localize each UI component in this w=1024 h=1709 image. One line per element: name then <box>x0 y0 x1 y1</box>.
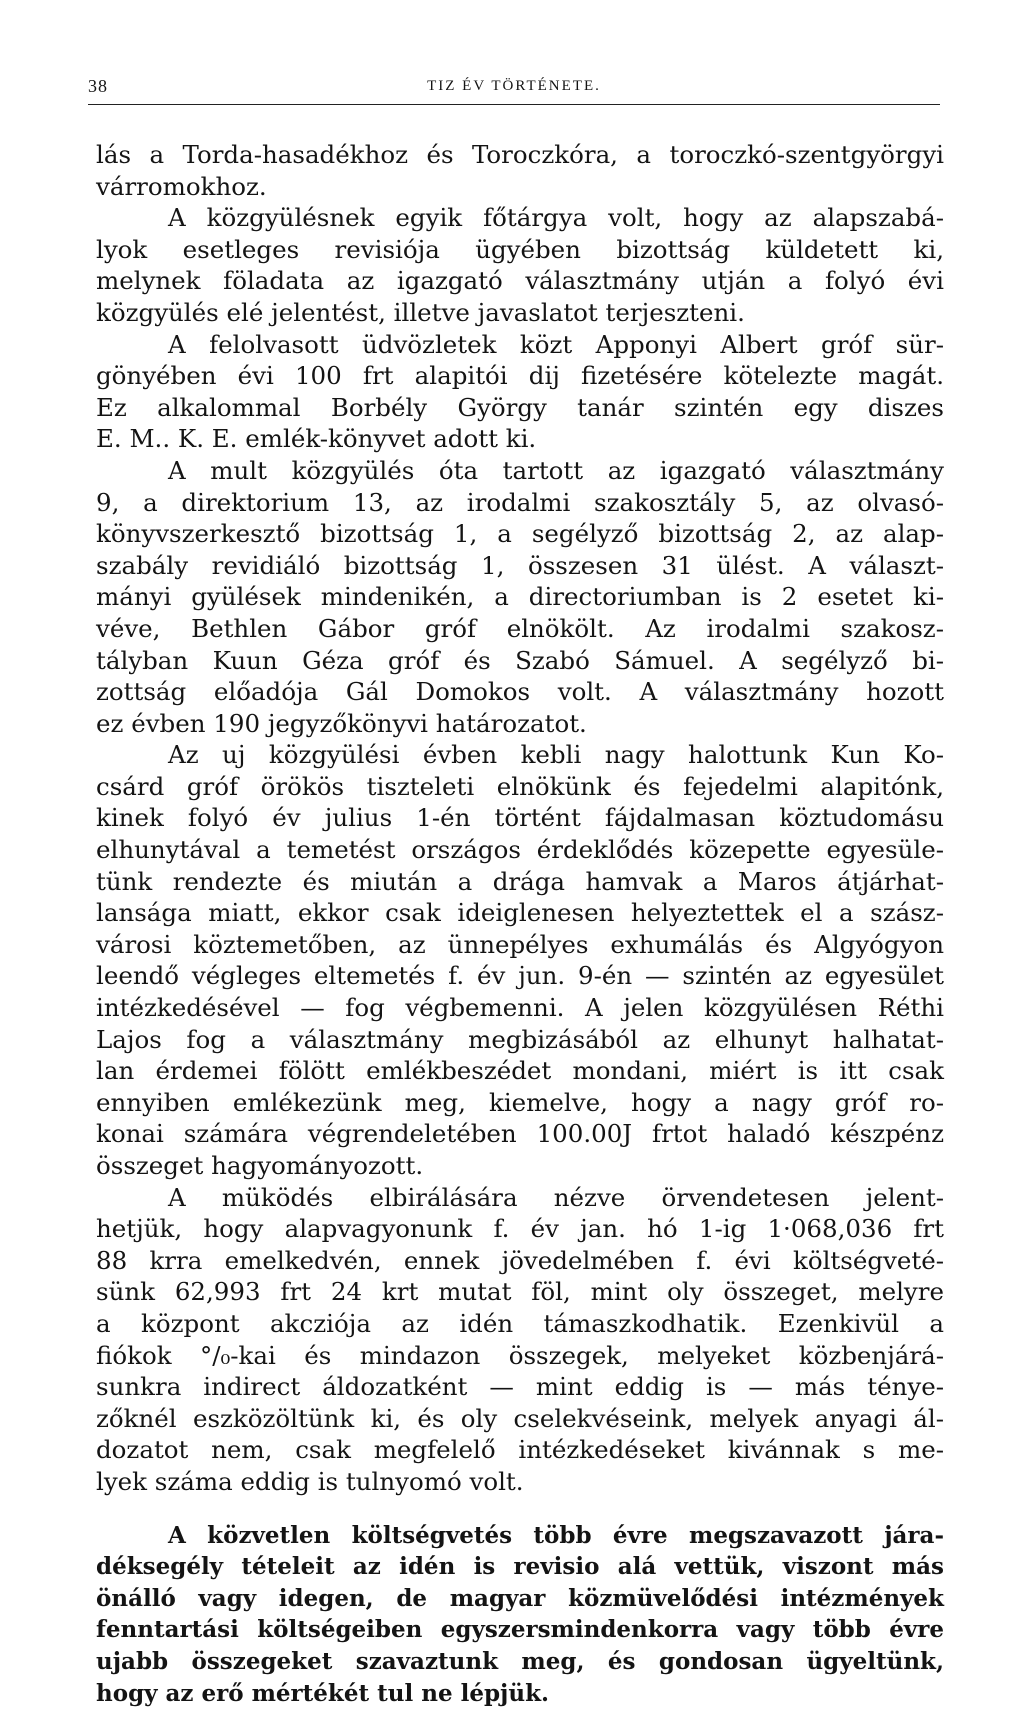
paragraph <box>96 139 944 202</box>
text-line: Lajos fog a választmány megbizásából az elhunyt halhatat- <box>96 1024 944 1056</box>
text-line: 88 krra emelkedvén, ennek jövedelmében f. évi költségveté- <box>96 1245 944 1277</box>
text-line: sünk 62,993 frt 24 krt mutat föl, mint oly összeget, melyre <box>96 1276 944 1308</box>
paragraph <box>96 739 944 1181</box>
text-line: tályban Kuun Géza gróf és Szabó Sámuel. A segélyző bi- <box>96 645 944 677</box>
text-line: zottság előadója Gál Domokos volt. A választmány hozott <box>96 676 944 708</box>
paragraph <box>96 202 944 328</box>
paragraph <box>96 1182 944 1498</box>
text-line: E. M.. K. E. emlék-könyvet adott ki. <box>96 423 944 455</box>
text-line: lyek száma eddig is tulnyomó volt. <box>96 1466 944 1498</box>
text-line: A közvetlen költségvetés több évre megszavazott jára- <box>96 1520 944 1552</box>
page-number: 38 <box>88 76 108 97</box>
text-line: Az uj közgyülési évben kebli nagy halottunk Kun Ko- <box>96 739 944 771</box>
text-line: hetjük, hogy alapvagyonunk f. év jan. hó 1-ig 1·068,036 frt <box>96 1213 944 1245</box>
text-line: mányi gyülések mindenikén, a directoriumban is 2 esetet ki- <box>96 581 944 613</box>
text-line: lan érdemei fölött emlékbeszédet mondani, miért is itt csak <box>96 1055 944 1087</box>
paragraph <box>96 455 944 739</box>
paragraph <box>96 1520 944 1709</box>
text-line: A közgyülésnek egyik főtárgya volt, hogy az alapszabá- <box>96 202 944 234</box>
paragraph-gap <box>96 1498 944 1520</box>
text-line: déksegély tételeit az idén is revisio alá vettük, viszont más <box>96 1551 944 1583</box>
text-line: fenntartási költségeiben egyszersmindenkorra vagy több évre <box>96 1614 944 1646</box>
page-header <box>88 76 940 105</box>
text-line: A felolvasott üdvözletek közt Apponyi Albert gróf sür- <box>96 329 944 361</box>
text-line: sunkra indirect áldozatként — mint eddig is — más ténye- <box>96 1371 944 1403</box>
text-line: zőknél eszközöltünk ki, és oly cselekvéseink, melyek anyagi ál- <box>96 1403 944 1435</box>
text-line: várromokhoz. <box>96 171 944 203</box>
body-text <box>96 139 944 1709</box>
text-line: elhunytával a temetést országos érdeklődés közepette egyesüle- <box>96 834 944 866</box>
text-line: kinek folyó év julius 1-én történt fájdalmasan köztudomásu <box>96 802 944 834</box>
text-line: ez évben 190 jegyzőkönyvi határozatot. <box>96 708 944 740</box>
text-line: csárd gróf örökös tiszteleti elnökünk és fejedelmi alapitónk, <box>96 771 944 803</box>
text-line: hogy az erő mértékét tul ne lépjük. <box>96 1678 944 1709</box>
text-line: városi köztemetőben, az ünnepélyes exhumálás és Algyógyon <box>96 929 944 961</box>
text-line: önálló vagy idegen, de magyar közmüvelődési intézmények <box>96 1583 944 1615</box>
text-line: gönyében évi 100 frt alapitói dij fizetésére kötelezte magát. <box>96 360 944 392</box>
text-line: ujabb összegeket szavaztunk meg, és gondosan ügyeltünk, <box>96 1646 944 1678</box>
running-title: TIZ ÉV TÖRTÉNETE. <box>88 78 940 95</box>
text-line: lyok esetleges revisiója ügyében bizottság küldetett ki, <box>96 234 944 266</box>
text-line: leendő végleges eltemetés f. év jun. 9-én — szintén az egyesület <box>96 960 944 992</box>
text-line: dozatot nem, csak megfelelő intézkedéseket kivánnak s me- <box>96 1434 944 1466</box>
paragraph <box>96 329 944 455</box>
text-line: közgyülés elé jelentést, illetve javaslatot terjeszteni. <box>96 297 944 329</box>
text-line: lansága miatt, ekkor csak ideiglenesen helyeztettek el a szász- <box>96 897 944 929</box>
text-line: szabály revidiáló bizottság 1, összesen 31 ülést. A választ- <box>96 550 944 582</box>
text-line: 9, a direktorium 13, az irodalmi szakosztály 5, az olvasó- <box>96 487 944 519</box>
text-line: véve, Bethlen Gábor gróf elnökölt. Az irodalmi szakosz- <box>96 613 944 645</box>
text-line: lás a Torda-hasadékhoz és Toroczkóra, a toroczkó-szentgyörgyi <box>96 139 944 171</box>
text-line: ennyiben emlékezünk meg, kiemelve, hogy a nagy gróf ro- <box>96 1087 944 1119</box>
text-line: fiókok °/₀-kai és mindazon összegek, melyeket közbenjárá- <box>96 1340 944 1372</box>
text-line: A mult közgyülés óta tartott az igazgató választmány <box>96 455 944 487</box>
text-line: összeget hagyományozott. <box>96 1150 944 1182</box>
text-line: A müködés elbirálására nézve örvendetesen jelent- <box>96 1182 944 1214</box>
text-line: a központ akcziója az idén támaszkodhatik. Ezenkivül a <box>96 1308 944 1340</box>
text-line: konai számára végrendeletében 100.00J frtot haladó készpénz <box>96 1118 944 1150</box>
text-line: melynek föladata az igazgató választmány utján a folyó évi <box>96 265 944 297</box>
text-line: intézkedésével — fog végbemenni. A jelen közgyülésen Réthi <box>96 992 944 1024</box>
text-line: Ez alkalommal Borbély György tanár szintén egy diszes <box>96 392 944 424</box>
text-line: könyvszerkesztő bizottság 1, a segélyző bizottság 2, az alap- <box>96 518 944 550</box>
text-line: tünk rendezte és miután a drága hamvak a Maros átjárhat- <box>96 866 944 898</box>
